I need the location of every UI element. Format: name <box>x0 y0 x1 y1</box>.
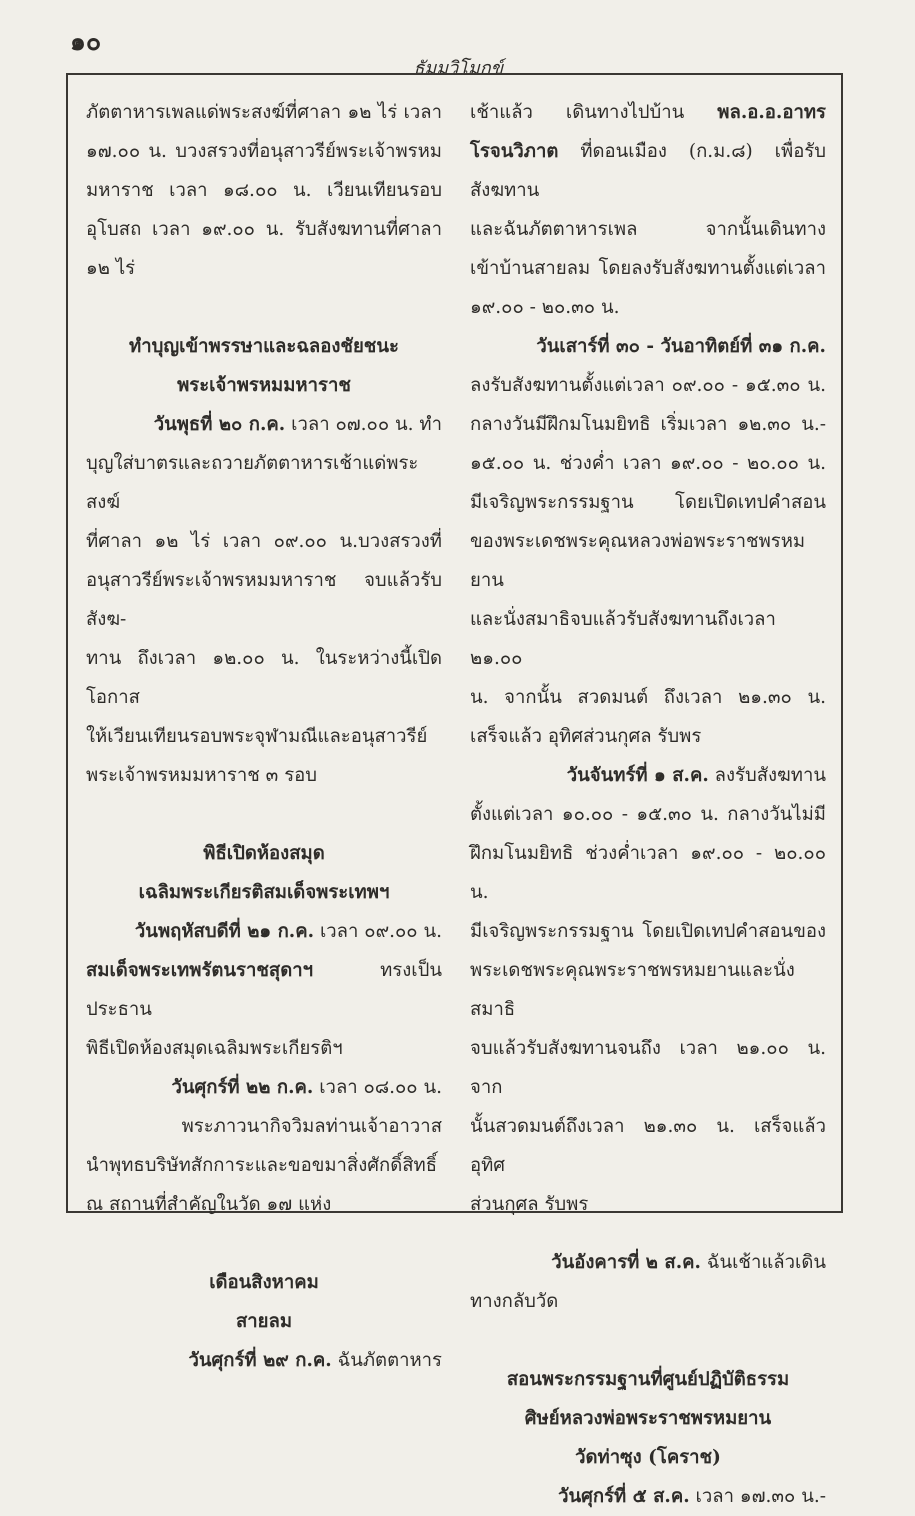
text-line: ๑๒ ไร่ <box>86 258 136 279</box>
text-line <box>470 93 826 132</box>
date-line <box>470 1243 826 1282</box>
text-line: ฝึกมโนมยิทธิ ช่วงค่ำเวลา ๑๙.๐๐ - ๒๐.๐๐ น. <box>470 843 826 903</box>
text-line: นำพุทธบริษัทสักการะและขอขมาสิ่งศักดิ์สิทธิ์ <box>86 1155 437 1176</box>
text-line: ภัตตาหารเพลแด่พระสงฆ์ที่ศาลา ๑๒ ไร่ เวลา <box>86 102 442 123</box>
date-rest: เวลา ๑๗.๓๐ น.- <box>695 1486 826 1507</box>
date-label: วันพุธที่ ๒๐ ก.ค. <box>153 414 286 435</box>
text-line: กลางวันมีฝึกมโนมยิทธิ เริ่มเวลา ๑๒.๓๐ น.- <box>470 414 826 435</box>
date-line <box>470 327 826 366</box>
date-rest: เวลา ๐๙.๐๐ น. <box>319 921 442 942</box>
text-line: ที่ศาลา ๑๒ ไร่ เวลา ๐๙.๐๐ น.บวงสรวงที่ <box>86 531 442 552</box>
text-line: อุโบสถ เวลา ๑๙.๐๐ น. รับสังฆทานที่ศาลา <box>86 219 442 240</box>
date-rest: ฉันเช้าแล้วเดิน <box>706 1252 826 1273</box>
date-rest: เวลา ๐๘.๐๐ น. <box>319 1077 442 1098</box>
date-label: วันจันทร์ที่ ๑ ส.ค. <box>566 765 709 786</box>
date-rest: เวลา ๐๗.๐๐ น. ทำ <box>291 414 442 435</box>
text-rest: ที่ดอนเมือง (ก.ม.๘) เพื่อรับสังฆทาน <box>470 141 826 201</box>
date-line <box>86 912 442 951</box>
section-subtitle: ศิษย์หลวงพ่อพระราชพรหมยาน <box>524 1408 772 1429</box>
text-line: จบแล้วรับสังฆทานจนถึง เวลา ๒๑.๐๐ น. จาก <box>470 1038 826 1098</box>
text-rest: ทรงเป็นประธาน <box>86 960 442 1020</box>
section-title: ทำบุญเข้าพรรษาและฉลองชัยชนะ <box>129 336 399 357</box>
date-line <box>86 1068 442 1107</box>
section-title: พิธีเปิดห้องสมุด <box>203 843 325 864</box>
text-line: มีเจริญพระกรรมฐาน โดยเปิดเทปคำสอน <box>470 492 826 513</box>
section-title: เดือนสิงหาคม <box>209 1272 319 1293</box>
text-line: ตั้งแต่เวลา ๑๐.๐๐ - ๑๕.๓๐ น. กลางวันไม่มี <box>470 804 826 825</box>
text-line: มหาราช เวลา ๑๘.๐๐ น. เวียนเทียนรอบ <box>86 180 442 201</box>
section-subtitle: พระเจ้าพรหมมหาราช <box>177 375 351 396</box>
spacer <box>470 1321 826 1360</box>
name-bold: สมเด็จพระเทพรัตนราชสุดาฯ <box>86 960 314 981</box>
text-line: พระเดชพระคุณพระราชพรหมยานและนั่งสมาธิ <box>470 960 795 1020</box>
text-line: ให้เวียนเทียนรอบพระจุฬามณีและอนุสาวรีย์ <box>86 726 428 747</box>
text-line: ของพระเดชพระคุณหลวงพ่อพระราชพรหมยาน <box>470 531 806 591</box>
section-place: วัดท่าซุง (โคราช) <box>575 1447 721 1468</box>
spacer <box>86 288 442 327</box>
date-rest: ลงรับสังฆทาน <box>714 765 826 786</box>
name-bold: พล.อ.อ.อาทร <box>717 102 826 123</box>
text-line: ๑๕.๐๐ น. ช่วงค่ำ เวลา ๑๙.๐๐ - ๒๐.๐๐ น. <box>470 453 826 474</box>
text-line: นั้นสวดมนต์ถึงเวลา ๒๑.๓๐ น. เสร็จแล้ว อุทิศ <box>470 1116 826 1176</box>
text-line: พระเจ้าพรหมมหาราช ๓ รอบ <box>86 765 317 786</box>
date-label: วันศุกร์ที่ ๕ ส.ค. <box>558 1486 690 1507</box>
text-line: เสร็จแล้ว อุทิศส่วนกุศล รับพร <box>470 726 702 747</box>
text-line: ณ สถานที่สำคัญในวัด ๑๗ แห่ง <box>86 1194 332 1215</box>
text-line: ส่วนกุศล รับพร <box>470 1194 589 1215</box>
date-label: วันอังคารที่ ๒ ส.ค. <box>551 1252 701 1273</box>
text-line: ๑๗.๐๐ น. บวงสรวงที่อนุสาวรีย์พระเจ้าพรหม <box>86 141 442 162</box>
text-line: พิธีเปิดห้องสมุดเฉลิมพระเกียรติฯ <box>86 1038 343 1059</box>
spacer <box>86 795 442 834</box>
text-line: ทาน ถึงเวลา ๑๒.๐๐ น. ในระหว่างนี้เปิดโอกาส <box>86 648 442 708</box>
text-start: เช้าแล้ว เดินทางไปบ้าน <box>470 102 685 123</box>
text-line: ทางกลับวัด <box>470 1291 559 1312</box>
page-number: ๑๐ <box>70 27 102 56</box>
date-line <box>86 405 442 444</box>
spacer <box>86 1224 442 1263</box>
text-line: พระภาวนากิจวิมลท่านเจ้าอาวาส <box>181 1116 442 1137</box>
date-label: วันศุกร์ที่ ๒๙ ก.ค. <box>188 1350 332 1371</box>
date-label: วันพฤหัสบดีที่ ๒๑ ก.ค. <box>134 921 315 942</box>
date-line <box>470 756 826 795</box>
text-line: ๑๙.๐๐ - ๒๐.๓๐ น. <box>470 297 620 318</box>
text-line: และฉันภัตตาหารเพล จากนั้นเดินทาง <box>470 219 826 240</box>
spacer <box>470 1224 826 1243</box>
text-line: และนั่งสมาธิจบแล้วรับสังฆทานถึงเวลา ๒๑.๐๐ <box>470 609 776 669</box>
date-rest: ฉันภัตตาหาร <box>337 1350 442 1371</box>
text-line <box>86 951 442 1029</box>
text-line: น. จากนั้น สวดมนต์ ถึงเวลา ๒๑.๓๐ น. <box>470 687 826 708</box>
section-subtitle: เฉลิมพระเกียรติสมเด็จพระเทพฯ <box>138 882 390 903</box>
right-column <box>470 93 826 1516</box>
date-label: วันเสาร์ที่ ๓๐ - วันอาทิตย์ที่ ๓๑ ก.ค. <box>536 336 826 357</box>
text-line: มีเจริญพระกรรมฐาน โดยเปิดเทปคำสอนของ <box>470 921 826 942</box>
running-header: ธัมมวิโมกข์ <box>413 58 503 79</box>
left-column <box>86 93 442 1380</box>
text-line: บุญใส่บาตรและถวายภัตตาหารเช้าแด่พระสงฆ์ <box>86 453 419 513</box>
date-line <box>86 1341 442 1380</box>
section-title: สอนพระกรรมฐานที่ศูนย์ปฏิบัติธรรม <box>506 1369 790 1390</box>
date-label: วันศุกร์ที่ ๒๒ ก.ค. <box>171 1077 314 1098</box>
text-line: อนุสาวรีย์พระเจ้าพรหมมหาราช จบแล้วรับสังฆ- <box>86 570 442 630</box>
date-line <box>470 1477 826 1516</box>
name-bold: โรจนวิภาต <box>470 141 559 162</box>
text-line <box>470 132 826 210</box>
section-subtitle: สายลม <box>235 1311 293 1332</box>
text-line: ลงรับสังฆทานตั้งแต่เวลา ๐๙.๐๐ - ๑๕.๓๐ น. <box>470 375 826 396</box>
text-line: เข้าบ้านสายลม โดยลงรับสังฆทานตั้งแต่เวลา <box>470 258 826 279</box>
